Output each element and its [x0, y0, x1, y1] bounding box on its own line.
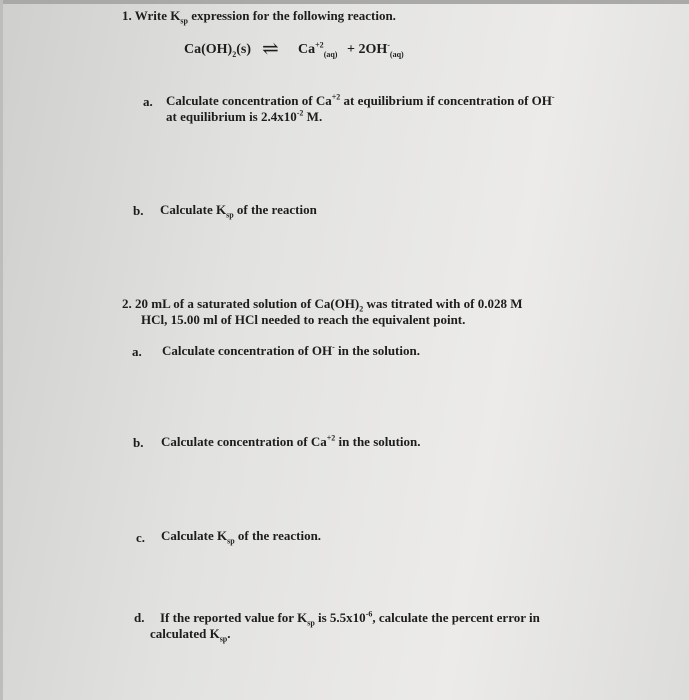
- q2-line1: 2. 20 mL of a saturated solution of $Ca(OH)_2$ was titrated with of 0.028 M: [122, 296, 523, 314]
- q2b-text: Calculate concentration of $Ca^{+2}$ in the solution.: [161, 433, 421, 449]
- page-top-edge: [0, 0, 689, 4]
- q2-line2: HCl, 15.00 ml of HCl needed to reach the equivalent point.: [141, 312, 466, 327]
- q1a-line2: at equilibrium is $2.4x10^{-2}$ M.: [166, 108, 323, 124]
- q2b-label: b.: [133, 435, 144, 450]
- q2a-label: a.: [132, 344, 142, 359]
- q2d-line1: If the reported value for $K_{sp}$ is $5.5x10^{-6}$, calculate the percent error in: [160, 609, 540, 628]
- equilibrium-arrow-icon: ⇌: [262, 38, 279, 60]
- q1-equation-left: $Ca(OH)_2(s)$: [184, 42, 251, 59]
- q1-number: 1.: [122, 8, 132, 23]
- q1a-line1: Calculate concentration of $Ca^{+2}$ at equilibrium if concentration of OH-: [166, 92, 555, 108]
- q1b-text: Calculate $K_{sp}$ of the reaction: [160, 202, 317, 220]
- q2a-text: Calculate concentration of OH- in the solution.: [162, 342, 420, 358]
- q1-prompt: Write $K_{sp}$ expression for the following reaction.: [134, 8, 396, 26]
- q2c-text: Calculate $K_{sp}$ of the reaction.: [161, 528, 322, 546]
- q2d-line2: calculated $K_{sp}$.: [150, 626, 231, 644]
- q2-number: 2.: [122, 296, 132, 311]
- q2d-label: d.: [134, 610, 145, 625]
- page-left-edge: [0, 0, 3, 700]
- q2c-label: c.: [136, 530, 146, 545]
- q1-heading: [122, 8, 396, 24]
- q1a-label: a.: [143, 94, 153, 109]
- q1-equation-right: $Ca^{+2}_{(aq)} + 2OH^-_{(aq)}$: [298, 40, 404, 59]
- q1b-label: b.: [133, 203, 144, 218]
